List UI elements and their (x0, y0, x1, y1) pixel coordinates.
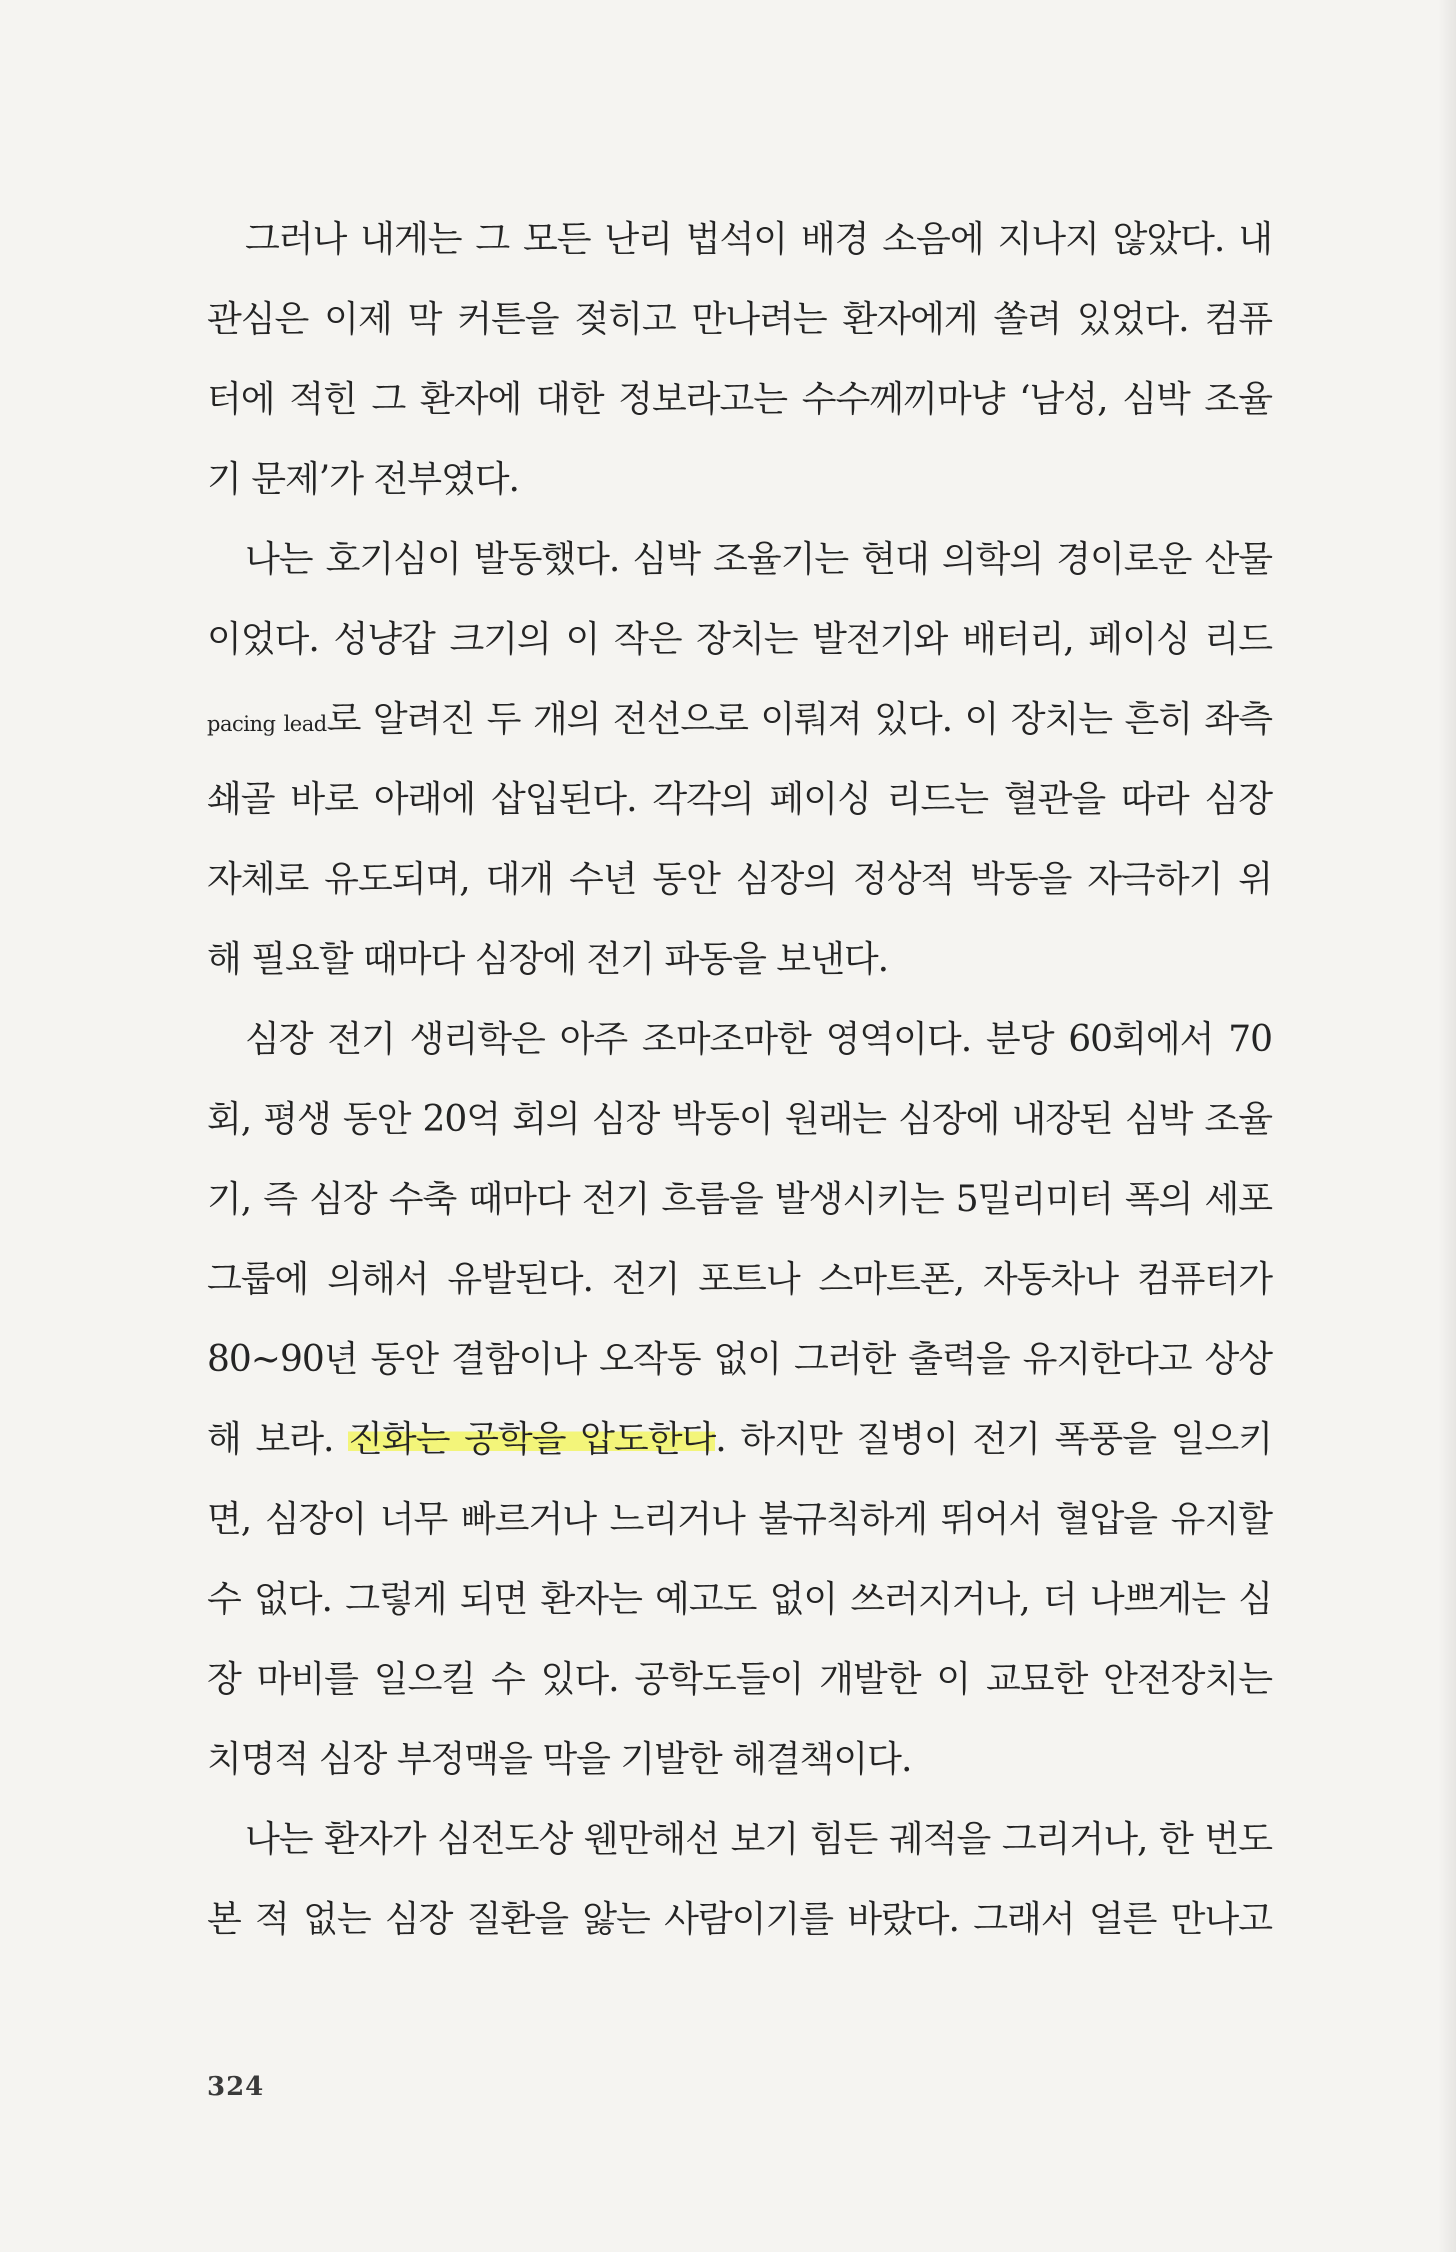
text-line: 면, 심장이 너무 빠르거나 느리거나 불규칙하게 뛰어서 혈압을 유지할 (207, 1499, 1272, 1540)
text-line: 치명적 심장 부정맥을 막을 기발한 해결책이다. (207, 1739, 912, 1780)
text-line: 80~90년 동안 결함이나 오작동 없이 그러한 출력을 유지한다고 상상 (207, 1339, 1272, 1380)
text-line: 나는 환자가 심전도상 웬만해선 보기 힘든 궤적을 그리거나, 한 번도 (245, 1819, 1272, 1860)
text-line: 이었다. 성냥갑 크기의 이 작은 장치는 발전기와 배터리, 페이싱 리드 (207, 619, 1272, 660)
text-line (207, 1410, 1272, 1470)
text-line: 본 적 없는 심장 질환을 앓는 사람이기를 바랐다. 그래서 얼른 만나고 (207, 1899, 1272, 1940)
text-line: 관심은 이제 막 커튼을 젖히고 만나려는 환자에게 쏠려 있었다. 컴퓨 (207, 299, 1272, 340)
text-line: 그룹에 의해서 유발된다. 전기 포트나 스마트폰, 자동차나 컴퓨터가 (207, 1259, 1272, 1300)
text-line: 장 마비를 일으킬 수 있다. 공학도들이 개발한 이 교묘한 안전장치는 (207, 1659, 1272, 1700)
text-line-rest: 로 알려진 두 개의 전선으로 이뤄져 있다. 이 장치는 흔히 좌측 (326, 699, 1272, 740)
text-line: 수 없다. 그렇게 되면 환자는 예고도 없이 쓰러지거나, 더 나쁘게는 심 (207, 1579, 1272, 1620)
text-line: 해 필요할 때마다 심장에 전기 파동을 보낸다. (207, 939, 889, 980)
text-line: 쇄골 바로 아래에 삽입된다. 각각의 페이싱 리드는 혈관을 따라 심장 (207, 779, 1272, 820)
text-line: 터에 적힌 그 환자에 대한 정보라고는 수수께끼마냥 ‘남성, 심박 조율 (207, 379, 1272, 420)
english-term: pacing lead (207, 712, 327, 736)
text-line: 기 문제’가 전부였다. (207, 459, 519, 500)
highlighted-phrase: 진화는 공학을 압도한다 (348, 1419, 716, 1460)
text-line: 자체로 유도되며, 대개 수년 동안 심장의 정상적 박동을 자극하기 위 (207, 859, 1272, 900)
text-line: 기, 즉 심장 수축 때마다 전기 흐름을 발생시키는 5밀리미터 폭의 세포 (207, 1179, 1272, 1220)
page-number: 324 (207, 2072, 265, 2102)
page-edge-shadow (1438, 0, 1456, 2252)
text-line: 회, 평생 동안 20억 회의 심장 박동이 원래는 심장에 내장된 심박 조율 (207, 1099, 1272, 1140)
text-line: 심장 전기 생리학은 아주 조마조마한 영역이다. 분당 60회에서 70 (245, 1019, 1272, 1060)
text-line-end: . 하지만 질병이 전기 폭풍을 일으키 (715, 1419, 1272, 1460)
text-line-start: 해 보라. (207, 1419, 349, 1460)
text-line: 나는 호기심이 발동했다. 심박 조율기는 현대 의학의 경이로운 산물 (245, 539, 1272, 580)
text-line (207, 690, 1272, 750)
text-line: 그러나 내게는 그 모든 난리 법석이 배경 소음에 지나지 않았다. 내 (245, 219, 1272, 260)
